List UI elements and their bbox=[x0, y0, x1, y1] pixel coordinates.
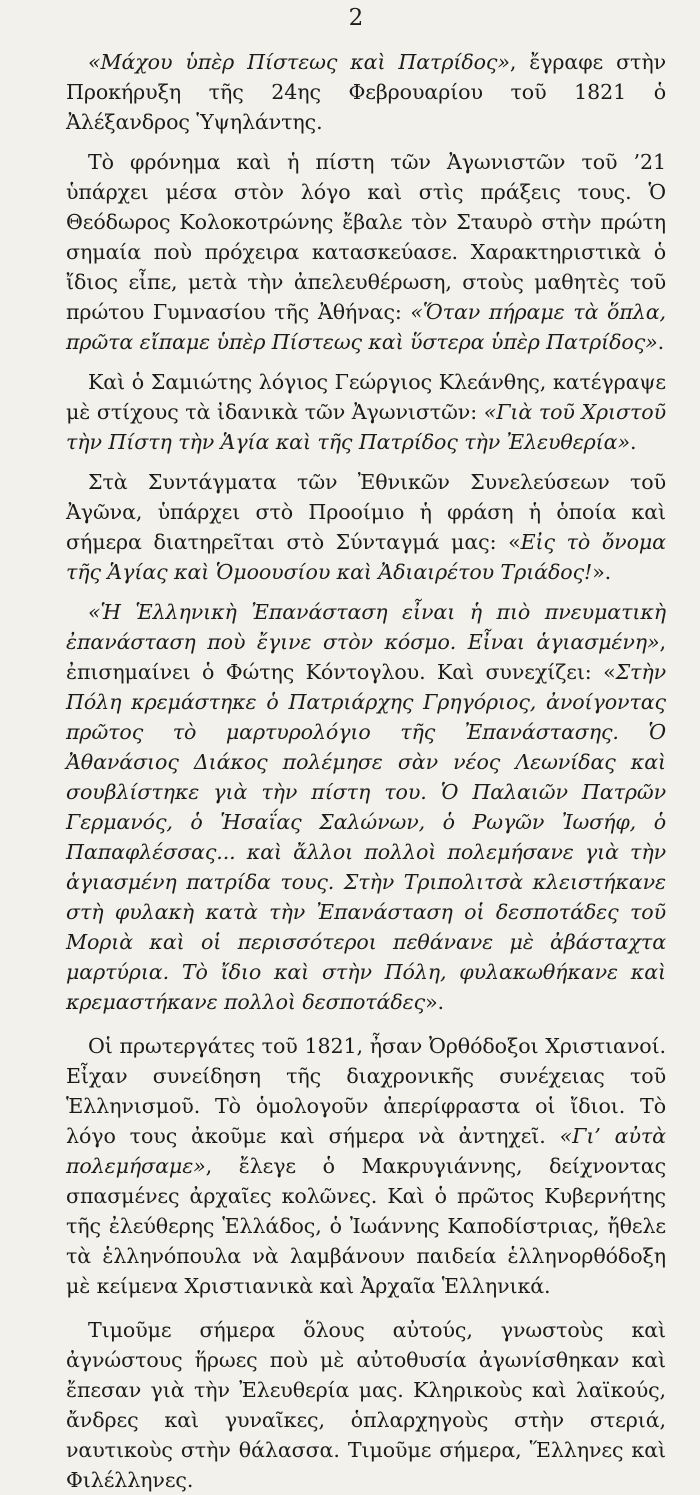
body-text bbox=[66, 47, 666, 1495]
body-text-segment: ». bbox=[425, 990, 445, 1014]
body-text-segment: , ἔγραφε στὴν Προκήρυξη τῆς 24ης Φεβρουαρίου τοῦ 1821 ὁ Ἀλέξανδρος Ὑψηλάντης. bbox=[66, 50, 666, 134]
body-text-segment: Στὰ Συντάγματα τῶν Ἐθνικῶν Συνελεύσεων τοῦ Ἀγῶνα, ὑπάρχει στὸ Προοίμιο ἡ φράση ἡ ὁποία καὶ σήμερα διατηρεῖται στὸ Σύνταγμά μας: « bbox=[66, 470, 666, 554]
paragraph bbox=[66, 467, 666, 587]
body-text-segment: Τιμοῦμε σήμερα ὅλους αὐτούς, γνωστοὺς καὶ ἀγνώστους ἥρωες ποὺ μὲ αὐτοθυσία ἀγωνίσθηκαν καὶ ἔπεσαν γιὰ τὴν Ἐλευθερία μας. Κληρικοὺς καὶ λαϊκούς, ἄνδρες καὶ γυναῖκες, ὁπλαρχηγοὺς στὴν στεριά, ναυτικοὺς στὴν θάλασσα. Τιμοῦμε σήμερα, Ἕλληνες καὶ Φιλέλληνες. bbox=[66, 1318, 666, 1492]
quote-text: «Γιὰ τοῦ Χριστοῦ τὴν Πίστη τὴν Ἁγία καὶ τῆς Πατρίδος τὴν Ἐλευθερία» bbox=[66, 400, 666, 454]
paragraph bbox=[66, 47, 666, 137]
quote-text: Στὴν Πόλη κρεμάστηκε ὁ Πατριάρχης Γρηγόριος, ἀνοίγοντας πρῶτος τὸ μαρτυρολόγιο τῆς Ἐπανάστασης. Ὁ Ἀθανάσιος Διάκος πολέμησε σὰν νέος Λεωνίδας καὶ σουβλίστηκε γιὰ τὴν πίστη του. Ὁ Παλαιῶν Πατρῶν Γερμανός, ὁ Ἡσαΐας Σαλώνων, ὁ Ρωγῶν Ἰωσήφ, ὁ Παπαφλέσσας... καὶ ἄλλοι πολλοὶ πολεμήσανε γιὰ τὴν ἁγιασμένη πατρίδα τους. Στὴν Τριπολιτσὰ κλειστήκανε στὴ φυλακὴ κατὰ τὴν Ἐπανάσταση οἱ δεσποτάδες τοῦ Μοριὰ καὶ οἱ περισσότεροι πεθάνανε μὲ ἀβάσταχτα μαρτύρια. Τὸ ἴδιο καὶ στὴν Πόλη, φυλακωθήκανε καὶ κρεμαστήκανε πολλοὶ δεσποτάδες bbox=[66, 660, 666, 1014]
paragraph bbox=[66, 597, 666, 1017]
body-text-segment: . bbox=[657, 330, 665, 354]
document-page bbox=[66, 0, 666, 1492]
quote-text: «Μάχου ὑπὲρ Πίστεως καὶ Πατρίδος» bbox=[88, 50, 510, 74]
paragraph bbox=[66, 1031, 666, 1301]
quote-text: «Ὅταν πήραμε τὰ ὅπλα, πρῶτα εἴπαμε ὑπὲρ Πίστεως καὶ ὕστερα ὑπὲρ Πατρίδος» bbox=[66, 300, 666, 354]
body-text-segment: Τὸ φρόνημα καὶ ἡ πίστη τῶν Ἀγωνιστῶν τοῦ ’21 ὑπάρχει μέσα στὸν λόγο καὶ στὶς πράξεις τους. Ὁ Θεόδωρος Κολοκοτρώνης ἔβαλε τὸν Σταυρὸ στὴν πρώτη σημαία ποὺ πρόχειρα κατασκεύασε. Χαρακτηριστικὰ ὁ ἴδιος εἶπε, μετὰ τὴν ἀπελευθέρωση, στοὺς μαθητὲς τοῦ πρώτου Γυμνασίου τῆς Ἀθήνας: bbox=[66, 150, 666, 324]
quote-text: «Ἡ Ἑλληνικὴ Ἐπανάσταση εἶναι ἡ πιὸ πνευματικὴ ἐπανάσταση ποὺ ἔγινε στὸν κόσμο. Εἶναι ἁγιασμένη» bbox=[66, 600, 666, 654]
quote-text: Εἰς τὸ ὄνομα τῆς Ἁγίας καὶ Ὁμοουσίου καὶ Ἀδιαιρέτου Τριάδος! bbox=[66, 530, 666, 584]
body-text-segment: Καὶ ὁ Σαμιώτης λόγιος Γεώργιος Κλεάνθης, κατέγραψε μὲ στίχους τὰ ἰδανικὰ τῶν Ἀγωνιστῶν: bbox=[66, 370, 666, 424]
body-text-segment: ». bbox=[592, 560, 612, 584]
paragraph bbox=[66, 367, 666, 457]
paragraph bbox=[66, 147, 666, 357]
body-text-segment: , ἐπισημαίνει ὁ Φώτης Κόντογλου. Καὶ συνεχίζει: « bbox=[66, 630, 666, 684]
body-text-segment: Οἱ πρωτεργάτες τοῦ 1821, ἦσαν Ὀρθόδοξοι Χριστιανοί. Εἶχαν συνείδηση τῆς διαχρονικῆς συνέχειας τοῦ Ἑλληνισμοῦ. Τὸ ὁμολογοῦν ἀπερίφραστα οἱ ἴδιοι. Τὸ λόγο τους ἀκοῦμε καὶ σήμερα νὰ ἀντηχεῖ. bbox=[66, 1034, 666, 1148]
paragraph bbox=[66, 1315, 666, 1495]
body-text-segment: , ἔλεγε ὁ Μακρυγιάννης, δείχνοντας σπασμένες ἀρχαῖες κολῶνες. Καὶ ὁ πρῶτος Κυβερνήτης τῆς ἐλεύθερης Ἑλλάδος, ὁ Ἰωάννης Καποδίστριας, ἤθελε τὰ ἑλληνόπουλα νὰ λαμβάνουν παιδεία ἑλληνορθόδοξη μὲ κείμενα Χριστιανικὰ καὶ Ἀρχαῖα Ἑλληνικά. bbox=[66, 1154, 666, 1298]
body-text-segment: . bbox=[629, 430, 637, 454]
page-number: 2 bbox=[348, 5, 364, 31]
quote-text: «Γι’ αὐτὰ πολεμήσαμε» bbox=[66, 1124, 666, 1178]
